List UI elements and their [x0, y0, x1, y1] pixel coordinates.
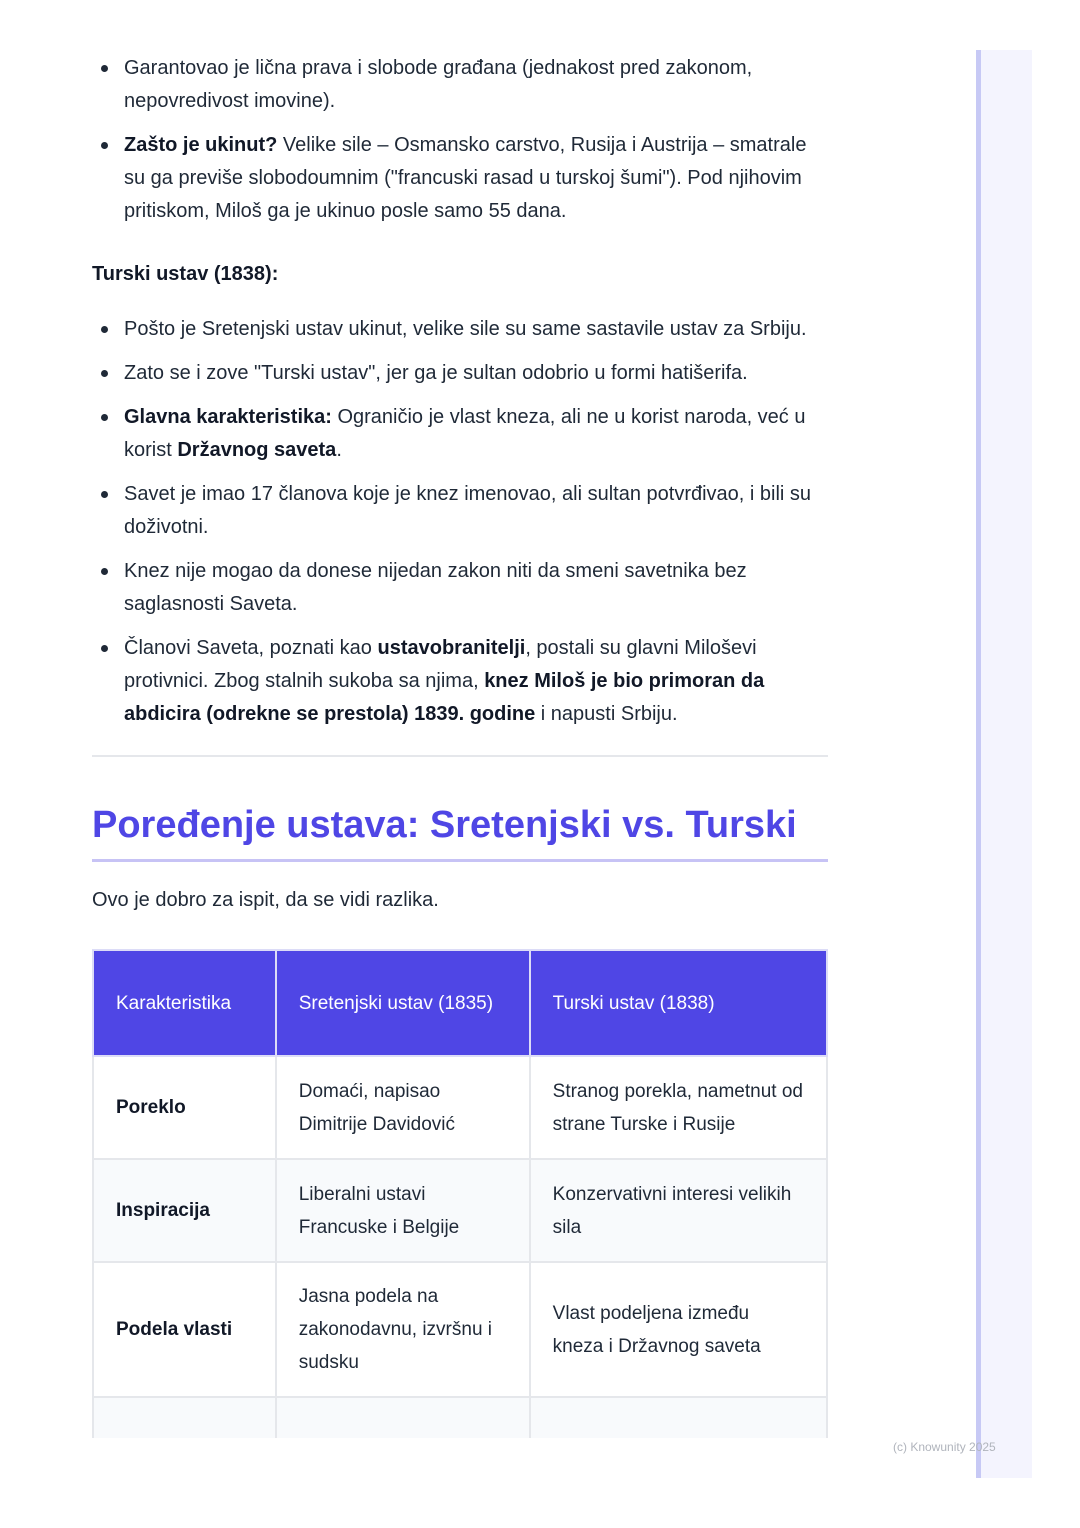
table-row — [93, 1397, 827, 1438]
bullet-text: . — [336, 439, 342, 461]
comparison-table — [92, 949, 828, 1438]
table-cell: Stranog porekla, nametnut od strane Turske i Rusije — [530, 1056, 827, 1159]
table-cell — [530, 1397, 827, 1438]
list-item — [92, 478, 828, 544]
list-item — [92, 632, 828, 731]
table-cell: Inspiracija — [93, 1159, 276, 1262]
table-row — [93, 1159, 827, 1262]
table-cell: Poreklo — [93, 1056, 276, 1159]
table-cell: Konzervativni interesi velikih sila — [530, 1159, 827, 1262]
copyright-footer: (c) Knowunity 2025 — [893, 1440, 996, 1454]
divider — [92, 755, 828, 757]
bullet-text: Ograničio je vlast kneza, ali ne u korist naroda, već u korist — [124, 406, 806, 461]
header-cell: Sretenjski ustav (1835) — [276, 950, 530, 1056]
bullet-bold: Glavna karakteristika: — [124, 406, 332, 428]
bullet-text: Članovi Saveta, poznati kao — [124, 637, 378, 659]
table-cell: Podela vlasti — [93, 1262, 276, 1397]
document-content — [92, 52, 828, 1438]
section-title: Poređenje ustava: Sretenjski vs. Turski — [92, 801, 828, 862]
bullet-text: i napusti Srbiju. — [535, 703, 678, 725]
table-row — [93, 1056, 827, 1159]
table-row — [93, 1262, 827, 1397]
list-item — [92, 401, 828, 467]
list-item — [92, 52, 828, 118]
table-cell: Liberalni ustavi Francuske i Belgije — [276, 1159, 530, 1262]
bullet-text: Pošto je Sretenjski ustav ukinut, velike sile su same sastavile ustav za Srbiju. — [124, 318, 807, 340]
header-cell: Turski ustav (1838) — [530, 950, 827, 1056]
bullet-text: Velike sile – Osmansko carstvo, Rusija i Austrija – smatrale su ga previše slobodoumnim ("francuski rasad u turskoj šumi"). Pod njihovim pritiskom, Miloš ga je ukinuo posle samo 55 dana. — [124, 134, 807, 222]
bullet-text: , postali su glavni Miloševi protivnici. Zbog stalnih sukoba sa njima, — [124, 637, 757, 692]
table-cell — [276, 1397, 530, 1438]
table-cell — [93, 1397, 276, 1438]
side-panel — [976, 50, 1032, 1478]
bullet-bold: Zašto je ukinut? — [124, 134, 278, 156]
bullet-bold: knez Miloš je bio primoran da abdicira (odrekne se prestola) 1839. godine — [124, 670, 765, 725]
header-cell: Karakteristika — [93, 950, 276, 1056]
bullet-text: Zato se i zove "Turski ustav", jer ga je sultan odobrio u formi hatišerifa. — [124, 362, 748, 384]
list-item — [92, 357, 828, 390]
table-cell: Vlast podeljena između kneza i Državnog saveta — [530, 1262, 827, 1397]
table-cell: Jasna podela na zakonodavnu, izvršnu i sudsku — [276, 1262, 530, 1397]
list-item — [92, 129, 828, 228]
bullet-text: Savet je imao 17 članova koje je knez imenovao, ali sultan potvrđivao, i bili su doživotni. — [124, 483, 812, 538]
turski-heading: Turski ustav (1838): — [92, 263, 279, 285]
sretenjski-bullets — [92, 52, 828, 228]
table-cell: Domaći, napisao Dimitrije Davidović — [276, 1056, 530, 1159]
list-item — [92, 555, 828, 621]
section-intro: Ovo je dobro za ispit, da se vidi razlika. — [92, 889, 439, 911]
bullet-text: Knez nije mogao da donese nijedan zakon niti da smeni savetnika bez saglasnosti Saveta. — [124, 560, 747, 615]
bullet-text: Garantovao je lična prava i slobode građana (jednakost pred zakonom, nepovredivost imovine). — [124, 57, 753, 112]
table-header-row — [93, 950, 827, 1056]
bullet-bold: ustavobranitelji — [377, 637, 526, 659]
bullet-bold: Državnog saveta — [177, 439, 337, 461]
turski-bullets — [92, 313, 828, 731]
list-item — [92, 313, 828, 346]
